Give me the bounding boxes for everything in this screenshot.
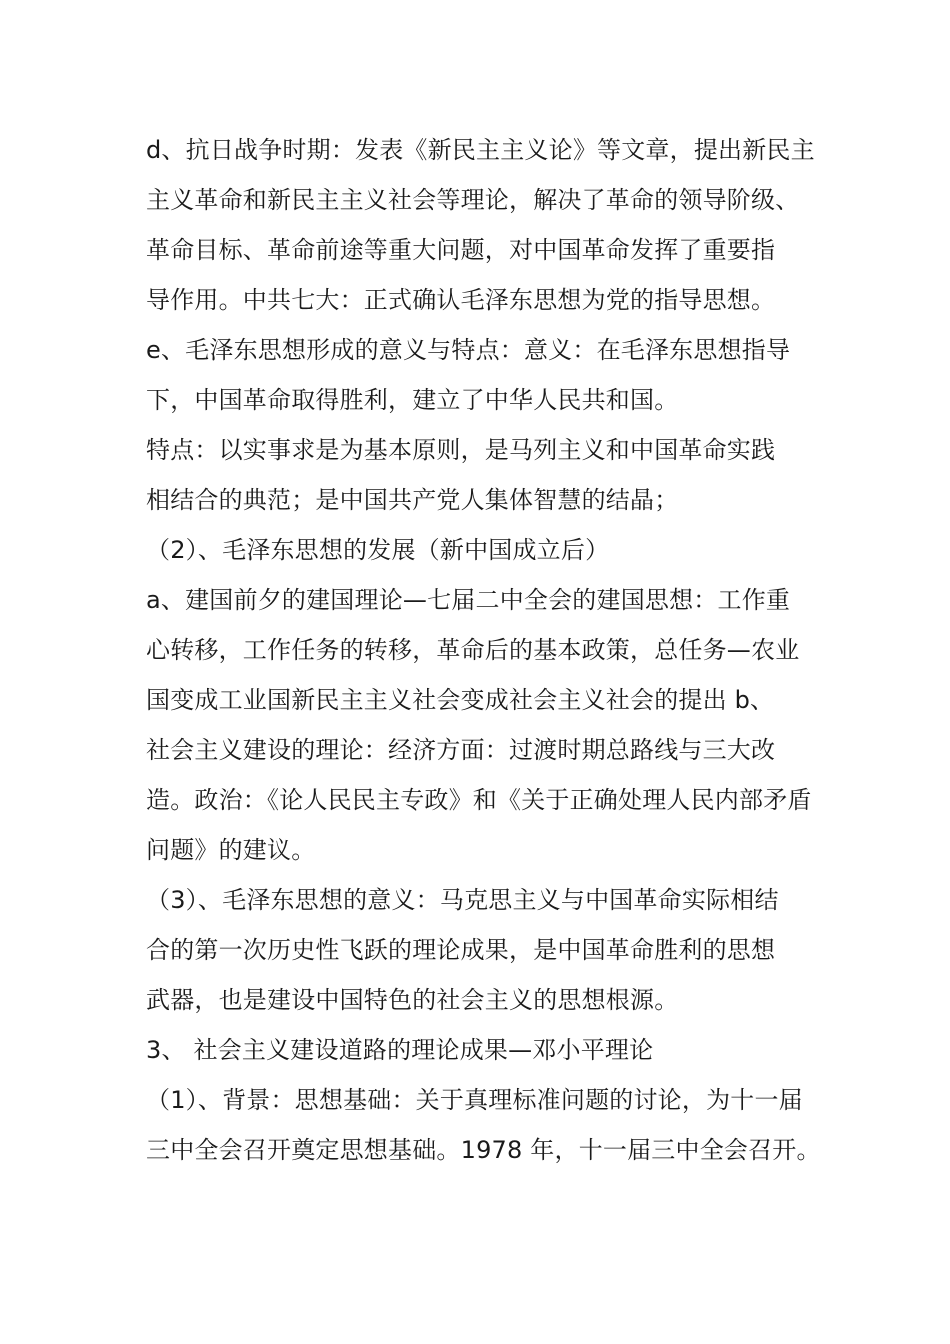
text-line: 导作用。中共七大：正式确认毛泽东思想为党的指导思想。 <box>146 286 776 314</box>
text-line: 造。政治：《论人民民主专政》和《关于正确处理人民内部矛盾 <box>146 786 812 814</box>
text-line: （1）、背景：思想基础：关于真理标准问题的讨论，为十一届 <box>146 1086 803 1114</box>
text-line: 武器，也是建设中国特色的社会主义的思想根源。 <box>146 986 679 1014</box>
text-line: 社会主义建设的理论：经济方面：过渡时期总路线与三大改 <box>146 736 776 764</box>
text-line: a、建国前夕的建国理论—七届二中全会的建国思想：工作重 <box>146 586 791 614</box>
section-heading: 3、 社会主义建设道路的理论成果—邓小平理论 <box>146 1036 654 1064</box>
text-line: 下，中国革命取得胜利，建立了中华人民共和国。 <box>146 386 679 414</box>
text-line: 革命目标、革命前途等重大问题，对中国革命发挥了重要指 <box>146 236 776 264</box>
text-line: e、毛泽东思想形成的意义与特点：意义：在毛泽东思想指导 <box>146 336 791 364</box>
text-line: （3）、毛泽东思想的意义：马克思主义与中国革命实际相结 <box>146 886 779 914</box>
text-line: 国变成工业国新民主主义社会变成社会主义社会的提出 b、 <box>146 686 775 714</box>
text-line: 心转移，工作任务的转移，革命后的基本政策，总任务—农业 <box>146 636 800 664</box>
text-line: 特点：以实事求是为基本原则，是马列主义和中国革命实践 <box>146 436 776 464</box>
text-line: 相结合的典范；是中国共产党人集体智慧的结晶； <box>146 486 679 514</box>
text-line: d、抗日战争时期：发表《新民主主义论》等文章，提出新民主 <box>146 136 815 164</box>
text-line: 主义革命和新民主主义社会等理论，解决了革命的领导阶级、 <box>146 186 800 214</box>
text-line: 三中全会召开奠定思想基础。1978 年，十一届三中全会召开。 <box>146 1136 821 1164</box>
text-line: 问题》的建议。 <box>146 836 316 864</box>
section-heading: （2）、毛泽东思想的发展（新中国成立后） <box>146 536 610 564</box>
text-line: 合的第一次历史性飞跃的理论成果，是中国革命胜利的思想 <box>146 936 776 964</box>
document-body <box>146 125 826 1175</box>
